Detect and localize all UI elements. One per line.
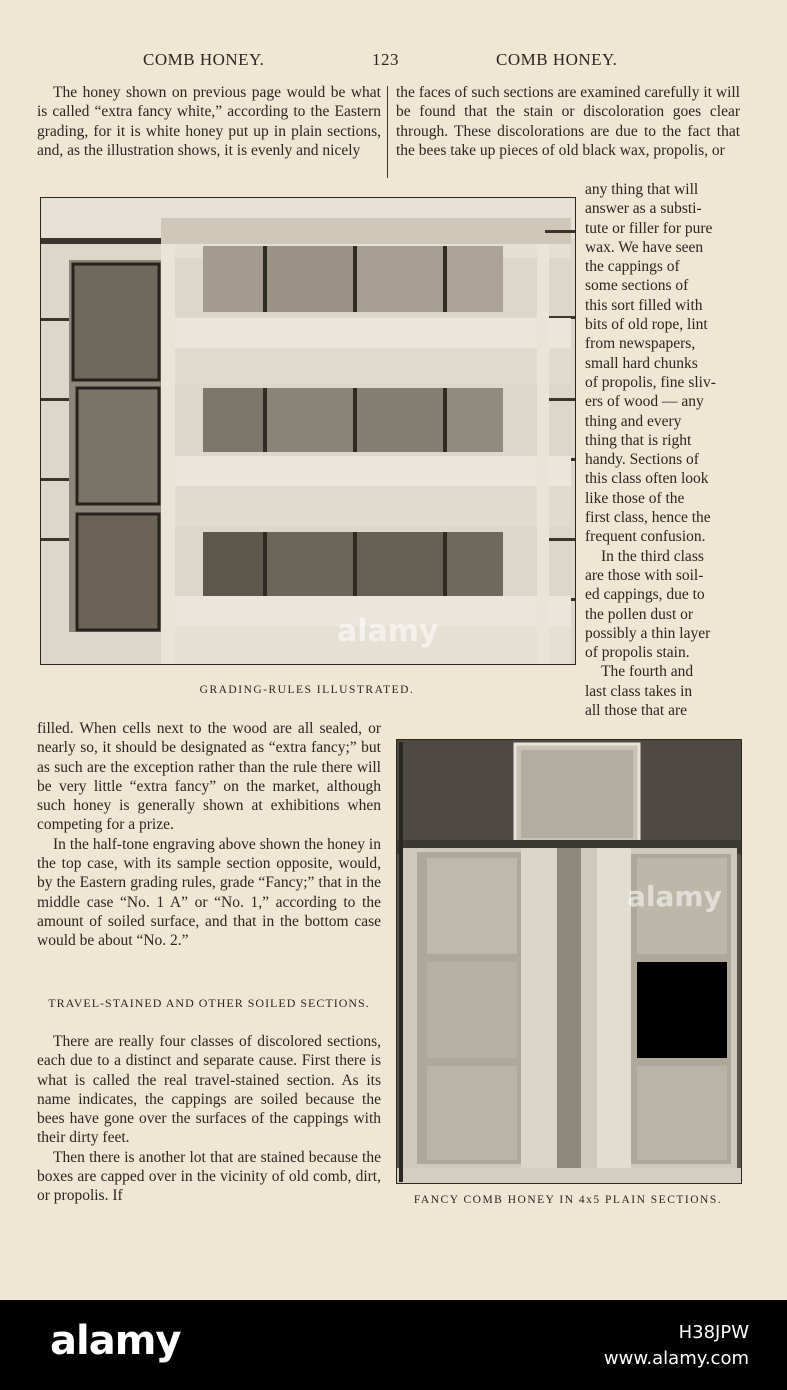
side-line: thing that is right	[585, 431, 692, 449]
side-line: this class often look	[585, 470, 709, 488]
side-line: this sort filled with	[585, 296, 703, 314]
running-head-left: COMB HONEY.	[143, 50, 265, 69]
side-line: handy. Sections of	[585, 451, 699, 469]
page-number: 123	[372, 50, 399, 69]
side-line: last class takes in	[585, 682, 693, 700]
section-subheading: TRAVEL-STAINED AND OTHER SOILED SECTIONS.	[48, 996, 370, 1010]
fancy-comb-honey-photo	[396, 739, 742, 1184]
figure-caption: FANCY COMB HONEY IN 4x5 PLAIN SECTIONS.	[413, 1194, 723, 1206]
watermark: alamy	[337, 614, 439, 649]
left-column-bottom-text-2	[37, 1032, 381, 1206]
paragraph: There are really four classes of discolored sections, each due to a distinct and separate cause. First there is what is called the real travel-stained section. As its name indicates, the cappings are soiled because the bees have gone over the surfaces of the cappings with their dirty feet.	[37, 1033, 381, 1147]
paragraph: Then there is another lot that are stained because the boxes are capped over in the vicinity of old comb, dirt, or propolis. If	[37, 1148, 381, 1205]
side-line: first class, hence the	[585, 509, 711, 527]
side-line: possibly a thin layer	[585, 624, 711, 642]
site-url: www.alamy.com	[603, 1348, 749, 1369]
side-line: all those that are	[585, 702, 687, 720]
side-line: the cappings of	[585, 258, 680, 276]
side-line: from newspapers,	[585, 335, 696, 353]
side-line: are those with soil-	[585, 566, 704, 584]
side-line: any thing that will	[585, 181, 699, 198]
paragraph: The honey shown on previous page would be what is called “extra fancy white,” according to the Eastern grading, for it is white honey put up in plain sections, and, as the illustration shows, it is evenly and nicely	[37, 84, 381, 159]
side-line: like those of the	[585, 489, 685, 507]
side-line: small hard chunks	[585, 354, 698, 372]
side-line: wax. We have seen	[585, 238, 704, 256]
side-line: tute or filler for pure	[585, 219, 713, 237]
left-column-bottom-text	[37, 719, 381, 951]
column-divider	[387, 86, 388, 178]
side-line: In the third class	[601, 547, 704, 565]
right-column-top-text	[396, 83, 740, 160]
side-line: the pollen dust or	[585, 605, 694, 623]
figure-caption: GRADING-RULES ILLUSTRATED.	[199, 684, 415, 696]
side-line: ers of wood — any	[585, 393, 704, 411]
side-line: bits of old rope, lint	[585, 316, 708, 334]
paragraph: In the half-tone engraving above shown the honey in the top case, with its sample section opposite, would, by the Eastern grading rules, grade “Fancy;” that in the middle case “No. 1 A” or “No. 1,” according to the amount of soiled surface, and that in the bottom case would be about “No. 2.”	[37, 835, 381, 950]
side-line: frequent confusion.	[585, 528, 706, 546]
side-column-text	[585, 180, 741, 720]
left-column-top-text	[37, 83, 381, 160]
side-line: answer as a substi-	[585, 200, 702, 218]
side-line: ed cappings, due to	[585, 586, 705, 604]
side-line: thing and every	[585, 412, 682, 430]
paragraph: filled. When cells next to the wood are all sealed, or nearly so, it should be designated as “extra fancy;” but as such are the exception rather than the rule there will be very little “extra fancy” on the market, although such honey is generally shown at exhibitions when competing for a prize.	[37, 720, 381, 834]
running-head-right: COMB HONEY.	[496, 50, 618, 69]
side-line: of propolis stain.	[585, 644, 690, 662]
alamy-logo: alamy	[50, 1318, 181, 1364]
side-line: of propolis, fine sliv-	[585, 373, 716, 391]
side-line: some sections of	[585, 277, 689, 295]
side-line: The fourth and	[601, 663, 694, 681]
paragraph: the faces of such sections are examined carefully it will be found that the stain or discoloration goes clear through. These discolorations are due to the fact that the bees take up pieces of old black wax, propolis, or	[396, 84, 740, 159]
grading-rules-photo	[40, 197, 576, 665]
image-id: H38JPW	[678, 1322, 749, 1343]
watermark: alamy	[627, 880, 722, 913]
